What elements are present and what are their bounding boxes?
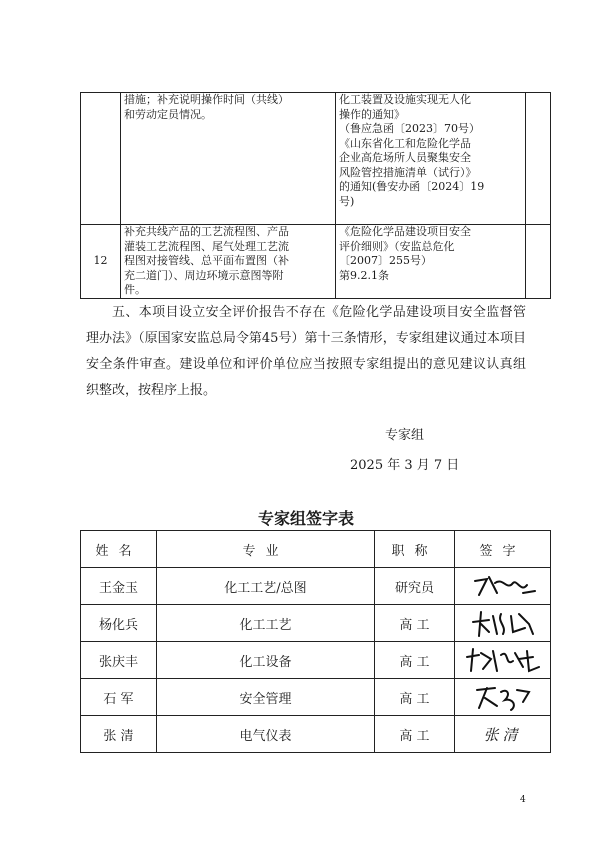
table-row <box>81 679 551 716</box>
expert-name: 石 军 <box>81 679 157 716</box>
expert-name: 张 清 <box>81 716 157 753</box>
note-cell <box>526 225 551 299</box>
signature-scribble-icon <box>463 645 543 675</box>
basis-cell: 《危险化学品建设项目安全 评价细则》（安监总危化 〔2007〕255号） 第9.2.1条 <box>336 225 526 299</box>
table-row <box>81 716 551 753</box>
expert-title: 高 工 <box>375 679 455 716</box>
expert-specialty: 电气仪表 <box>157 716 375 753</box>
handwritten-signature: 张清 <box>455 716 551 753</box>
handwritten-signature <box>455 568 551 605</box>
note-cell <box>526 93 551 225</box>
expert-name: 张庆丰 <box>81 642 157 679</box>
row-number: 12 <box>81 225 121 299</box>
page-number: 4 <box>520 795 526 805</box>
handwritten-signature <box>455 605 551 642</box>
table-row <box>81 605 551 642</box>
issue-cell: 补充共线产品的工艺流程图、产品 灌装工艺流程图、尾气处理工艺流 程图对接管线、总平面布置图（补 充二道门）、周边环境示意图等附 件。 <box>121 225 336 299</box>
handwritten-signature <box>455 679 551 716</box>
expert-name: 王金玉 <box>81 568 157 605</box>
header-specialty: 专业 <box>157 531 375 568</box>
signature-header-row <box>81 531 551 568</box>
table-row <box>81 93 551 225</box>
conclusion-paragraph: 五、本项目设立安全评价报告不存在《危险化学品建设项目安全监督管理办法》（原国家安监总局令第45号）第十三条情形，专家组建议通过本项目安全条件审查。建设单位和评价单位应当按照专家组提出的意见建议认真组织整改，按程序上报。 <box>86 305 526 398</box>
row-number <box>81 93 121 225</box>
expert-title: 高 工 <box>375 716 455 753</box>
signature-scribble-icon <box>467 682 539 712</box>
expert-specialty: 化工工艺/总图 <box>157 568 375 605</box>
requirements-table <box>80 92 551 299</box>
signature-scribble-icon <box>467 608 539 638</box>
basis-cell: 化工装置及设施实现无人化 操作的通知》 （鲁应急函〔2023〕70号） 《山东省化工和危险化学品 企业高危场所人员聚集安全 风险管控措施清单（试行）》 的通知(鲁安办函〔2024〕19 号) <box>336 93 526 225</box>
expert-title: 研究员 <box>375 568 455 605</box>
header-name: 姓名 <box>81 531 157 568</box>
expert-title: 高 工 <box>375 605 455 642</box>
signoff-org: 专家组 <box>385 428 425 443</box>
signature-table <box>80 530 551 753</box>
handwritten-signature <box>455 642 551 679</box>
signature-scribble-icon <box>467 571 539 601</box>
issue-cell: 措施；补充说明操作时间（共线） 和劳动定员情况。 <box>121 93 336 225</box>
signature-table-title: 专家组签字表 <box>257 509 354 528</box>
signoff-date: 2025 年 3 月 7 日 <box>350 458 460 473</box>
header-signature: 签字 <box>455 531 551 568</box>
expert-specialty: 安全管理 <box>157 679 375 716</box>
expert-title: 高 工 <box>375 642 455 679</box>
table-row <box>81 225 551 299</box>
table-row <box>81 568 551 605</box>
table-row <box>81 642 551 679</box>
expert-specialty: 化工工艺 <box>157 605 375 642</box>
expert-name: 杨化兵 <box>81 605 157 642</box>
header-title: 职称 <box>375 531 455 568</box>
expert-specialty: 化工设备 <box>157 642 375 679</box>
